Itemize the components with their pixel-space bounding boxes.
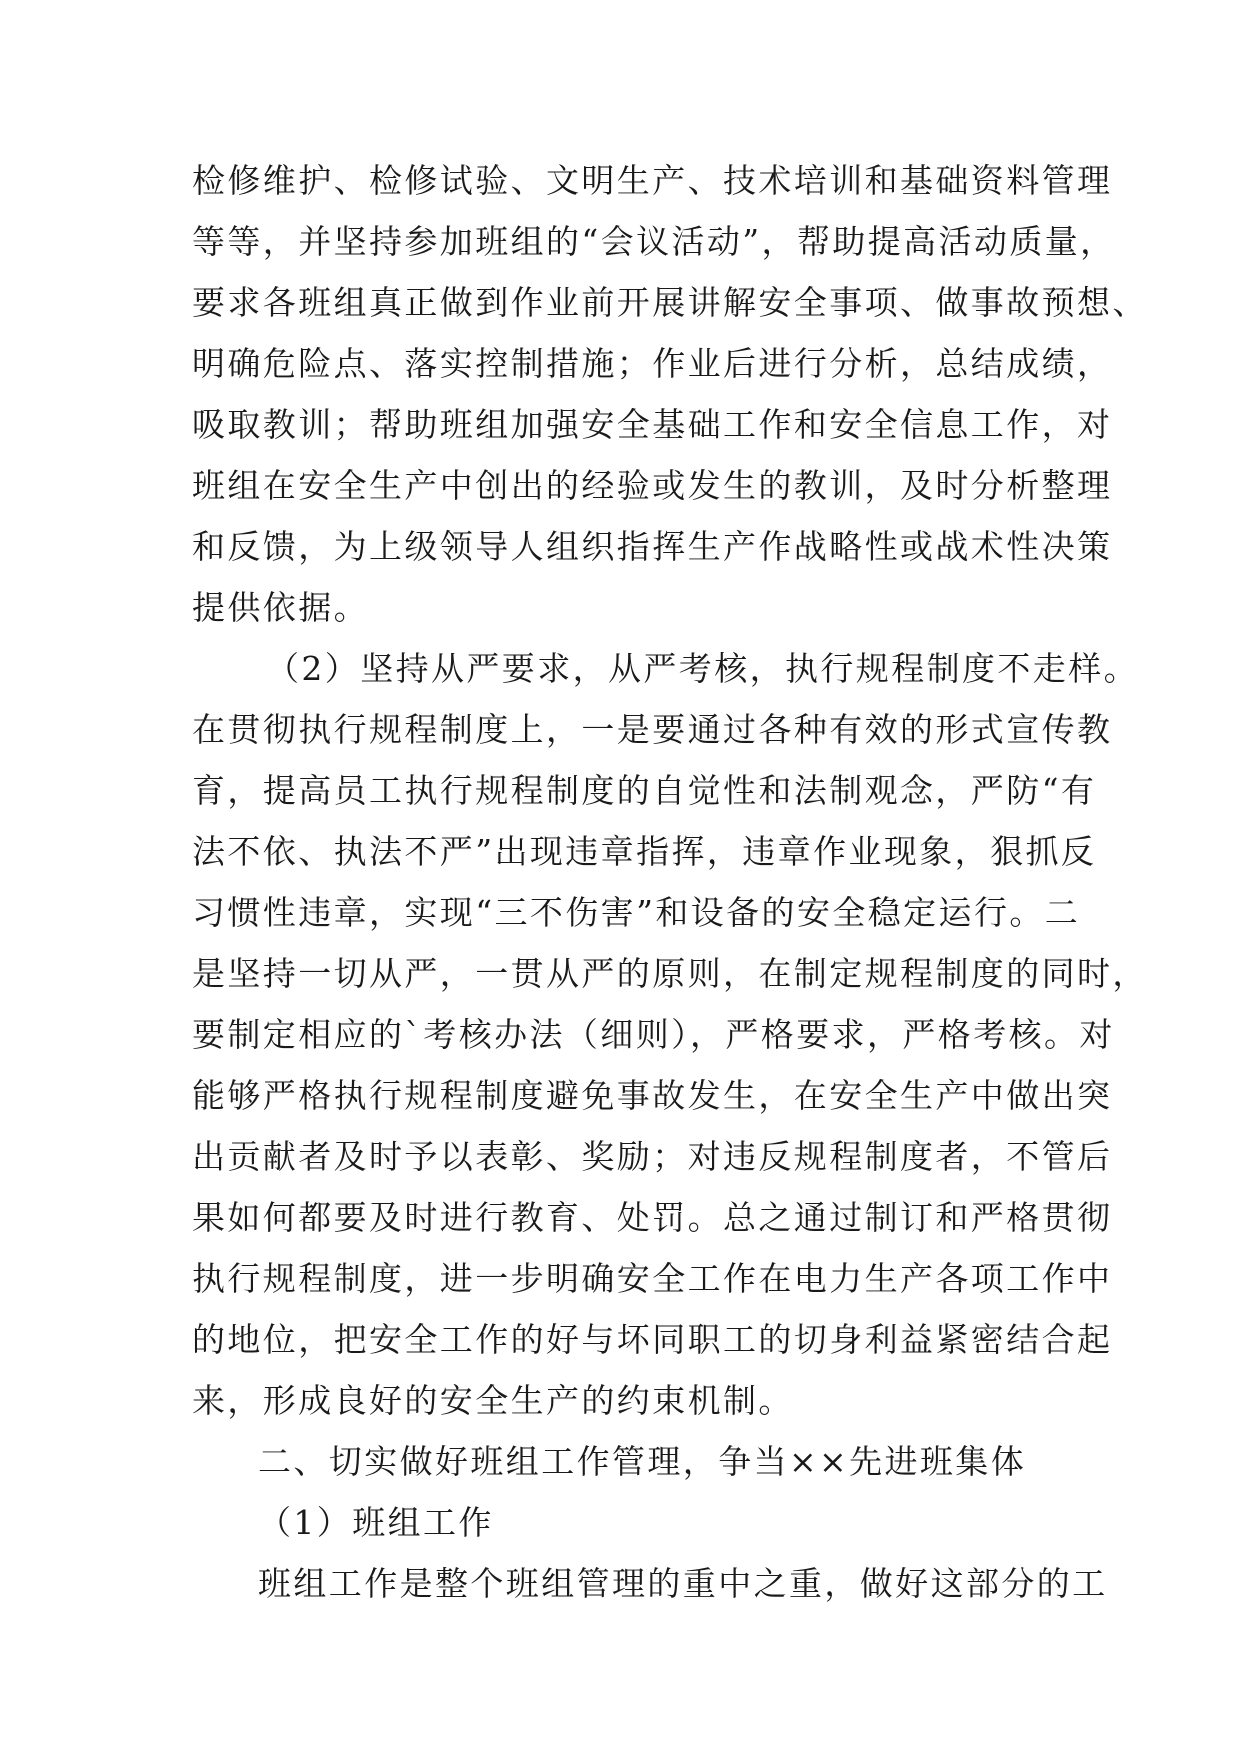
text-line: 习惯性违章，实现“三不伤害”和设备的安全稳定运行。二: [192, 893, 1081, 932]
subsection-heading-1: （1）班组工作: [258, 1503, 494, 1542]
text-line: 果如何都要及时进行教育、处罚。总之通过制订和严格贯彻: [192, 1198, 1113, 1237]
text-line: 要求各班组真正做到作业前开展讲解安全事项、做事故预想、: [192, 283, 1148, 322]
text-line: 在贯彻执行规程制度上，一是要通过各种有效的形式宣传教: [192, 710, 1113, 749]
text-line: 能够严格执行规程制度避免事故发生，在安全生产中做出突: [192, 1076, 1113, 1115]
text-line: 提供依据。: [192, 588, 369, 627]
text-line: 来，形成良好的安全生产的约束机制。: [192, 1381, 794, 1420]
body-text: [192, 150, 1148, 1614]
text-line: 班组在安全生产中创出的经验或发生的教训，及时分析整理: [192, 466, 1113, 505]
text-line: 出贡献者及时予以表彰、奖励；对违反规程制度者，不管后: [192, 1137, 1113, 1176]
text-line: 是坚持一切从严，一贯从严的原则，在制定规程制度的同时，: [192, 954, 1148, 993]
text-line: 执行规程制度，进一步明确安全工作在电力生产各项工作中: [192, 1259, 1113, 1298]
text-line: 和反馈，为上级领导人组织指挥生产作战略性或战术性决策: [192, 527, 1113, 566]
text-line: 检修维护、检修试验、文明生产、技术培训和基础资料管理: [192, 161, 1113, 200]
paragraph-heading-2: （2）坚持从严要求，从严考核，执行规程制度不走样。: [266, 649, 1139, 688]
text-line: 的地位，把安全工作的好与坏同职工的切身利益紧密结合起: [192, 1320, 1113, 1359]
text-line: 育，提高员工执行规程制度的自觉性和法制观念，严防“有: [192, 771, 1097, 810]
text-line: 明确危险点、落实控制措施；作业后进行分析，总结成绩，: [192, 344, 1113, 383]
text-line: 吸取教训；帮助班组加强安全基础工作和安全信息工作，对: [192, 405, 1113, 444]
text-line: 班组工作是整个班组管理的重中之重，做好这部分的工: [258, 1564, 1108, 1603]
text-line: 要制定相应的`考核办法（细则），严格要求，严格考核。对: [192, 1015, 1115, 1054]
text-line: 等等，并坚持参加班组的“会议活动”，帮助提高活动质量，: [192, 222, 1116, 261]
section-heading: 二、切实做好班组工作管理，争当××先进班集体: [258, 1442, 1027, 1481]
text-line: 法不依、执法不严”出现违章指挥，违章作业现象，狠抓反: [192, 832, 1097, 871]
